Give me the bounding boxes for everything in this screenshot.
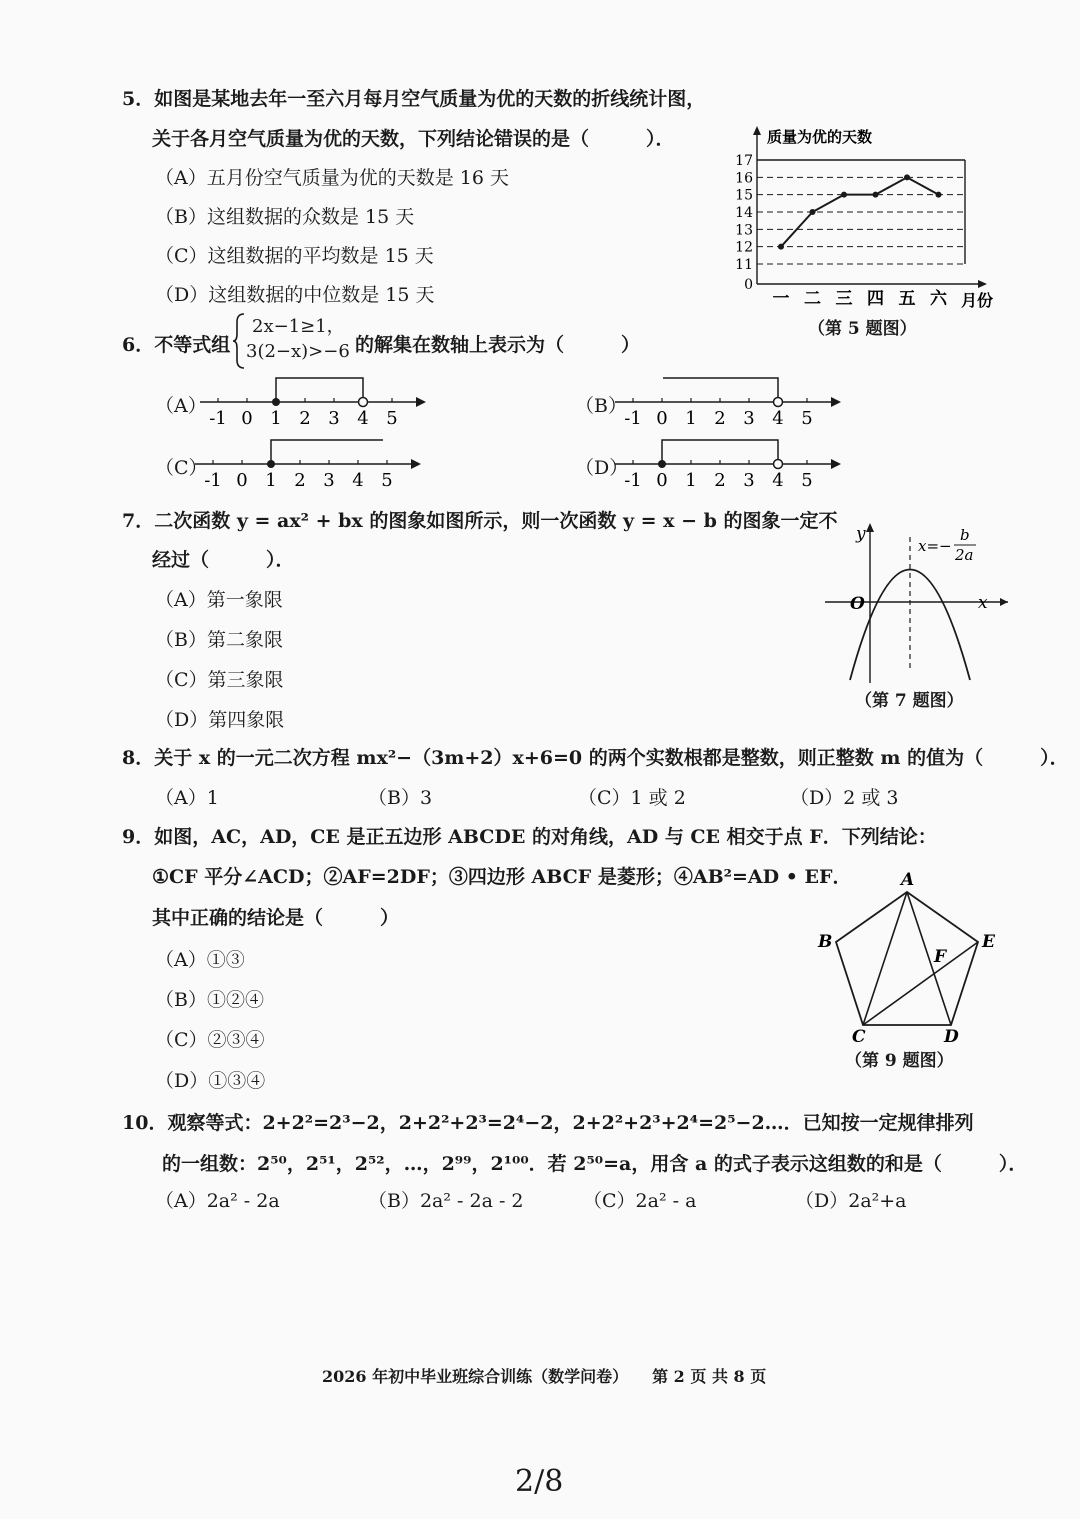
number-line-tick-label: 0 bbox=[656, 408, 668, 428]
q7-parabola-figure bbox=[820, 515, 1020, 685]
number-line-tick-label: 0 bbox=[236, 470, 248, 490]
closed-endpoint-dot bbox=[267, 460, 275, 468]
open-endpoint-circle bbox=[774, 398, 783, 407]
q10-option-b: （B）2a² - 2a - 2 bbox=[368, 1190, 524, 1212]
number-line-tick-label: 1 bbox=[265, 470, 277, 490]
q9-option-c: （C）②③④ bbox=[155, 1029, 265, 1051]
q7-option-a: （A）第一象限 bbox=[155, 589, 283, 611]
number-line-tick-label: 5 bbox=[386, 408, 398, 428]
number-line-tick-label: 5 bbox=[801, 408, 813, 428]
q5-y-tick-label: 17 bbox=[735, 153, 753, 169]
q10-option-c: （C）2a² - a bbox=[583, 1190, 697, 1212]
number-line-arrow-icon bbox=[411, 459, 421, 469]
q5-option-b: （B）这组数据的众数是 15 天 bbox=[155, 206, 415, 228]
q5-data-point bbox=[904, 174, 910, 180]
q7-y-label: y bbox=[856, 524, 866, 544]
q7-stem-line1: 7．二次函数 y = ax² + bx 的图象如图所示，则一次函数 y = x − b 的图象一定不 bbox=[122, 510, 838, 532]
q9-label-b: B bbox=[818, 932, 833, 952]
number-line-tick-label: 2 bbox=[294, 470, 306, 490]
open-endpoint-circle bbox=[359, 398, 368, 407]
q6-number-line-a bbox=[200, 370, 430, 428]
number-line-tick-label: -1 bbox=[209, 408, 227, 428]
q8-option-b: （B）3 bbox=[368, 787, 433, 809]
q6-inequality-1: 2x−1≥1， bbox=[252, 316, 345, 337]
q10-stem-line1: 10．观察等式：2+2²=2³−2，2+2²+2³=2⁴−2，2+2²+2³+2⁴=2⁵−2…．已知按一定规律排列 bbox=[122, 1112, 974, 1134]
q5-option-c: （C）这组数据的平均数是 15 天 bbox=[155, 245, 434, 267]
q6-option-b-label: （B） bbox=[575, 395, 627, 417]
q9-label-e: E bbox=[982, 932, 995, 952]
q8-stem: 8．关于 x 的一元二次方程 mx²−（3m+2）x+6=0 的两个实数根都是整数，则正整数 m 的值为（ ）． bbox=[122, 747, 1069, 769]
q5-data-point bbox=[841, 192, 847, 198]
closed-endpoint-dot bbox=[658, 460, 666, 468]
q6-option-a-label: （A） bbox=[155, 395, 207, 417]
q6-number-line-d bbox=[615, 432, 845, 490]
number-line-tick-label: 1 bbox=[685, 470, 697, 490]
number-line-tick-label: -1 bbox=[624, 470, 642, 490]
q5-stem-line1: 5．如图是某地去年一至六月每月空气质量为优的天数的折线统计图， bbox=[122, 88, 706, 110]
q7-symmetry-prefix: x=− bbox=[918, 537, 952, 555]
q5-option-a: （A）五月份空气质量为优的天数是 16 天 bbox=[155, 167, 509, 189]
q10-option-d: （D）2a²+a bbox=[795, 1190, 907, 1212]
number-line-tick-label: 5 bbox=[381, 470, 393, 490]
number-line-tick-label: 0 bbox=[241, 408, 253, 428]
number-line-tick-label: 4 bbox=[352, 470, 364, 490]
q7-origin-label: O bbox=[850, 594, 865, 614]
number-line-tick-label: 2 bbox=[299, 408, 311, 428]
q6-inequality-2: 3(2−x)>−6 bbox=[246, 341, 350, 362]
q9-label-f: F bbox=[934, 947, 947, 967]
q5-data-point bbox=[873, 192, 879, 198]
q5-x-tick-label: 一 bbox=[772, 289, 790, 309]
q7-option-c: （C）第三象限 bbox=[155, 669, 284, 691]
q9-pentagon-figure bbox=[810, 865, 1010, 1045]
number-line-tick-label: 3 bbox=[328, 408, 340, 428]
q8-option-d: （D）2 或 3 bbox=[790, 787, 899, 809]
q7-figure-caption: （第 7 题图） bbox=[855, 691, 964, 711]
q5-y-tick-label: 11 bbox=[735, 257, 753, 273]
q7-x-label: x bbox=[978, 593, 988, 613]
q5-x-tick-label: 六 bbox=[930, 289, 947, 309]
q6-brace bbox=[232, 312, 246, 370]
q7-option-b: （B）第二象限 bbox=[155, 629, 283, 651]
number-line-tick-label: -1 bbox=[624, 408, 642, 428]
open-endpoint-circle bbox=[774, 460, 783, 469]
q7-stem-line2: 经过（ ）． bbox=[152, 549, 295, 571]
number-line-arrow-icon bbox=[416, 397, 426, 407]
q7-x-arrow-icon bbox=[1000, 598, 1008, 606]
q5-stem-line2: 关于各月空气质量为优的天数，下列结论错误的是（ ）． bbox=[152, 128, 675, 150]
number-line-tick-label: 1 bbox=[270, 408, 282, 428]
q5-x-tick-label: 四 bbox=[867, 289, 884, 309]
q5-data-point bbox=[778, 244, 784, 250]
q5-y-arrow-icon bbox=[753, 126, 761, 135]
q9-stem-line3: 其中正确的结论是（ ） bbox=[152, 907, 400, 929]
q6-stem-suffix: 的解集在数轴上表示为（ ） bbox=[355, 334, 641, 356]
solution-range-bracket bbox=[276, 378, 363, 402]
q7-option-d: （D）第四象限 bbox=[155, 709, 285, 731]
q8-option-c: （C）1 或 2 bbox=[578, 787, 686, 809]
q5-data-point bbox=[936, 192, 942, 198]
q9-label-d: D bbox=[944, 1027, 959, 1045]
q5-y-tick-label: 14 bbox=[735, 205, 753, 221]
number-line-tick-label: 4 bbox=[772, 408, 784, 428]
number-line-tick-label: 2 bbox=[714, 470, 726, 490]
number-line-tick-label: 5 bbox=[801, 470, 813, 490]
q6-number-line-c bbox=[195, 432, 425, 490]
q5-y-tick-label: 12 bbox=[735, 239, 753, 256]
number-line-tick-label: 4 bbox=[357, 408, 369, 428]
number-line-tick-label: 3 bbox=[323, 470, 335, 490]
q5-y-axis-title: 质量为优的天数 bbox=[767, 128, 873, 146]
page-number: 2/8 bbox=[515, 1464, 564, 1499]
q9-stem-line2: ①CF 平分∠ACD；②AF=2DF；③四边形 ABCF 是菱形；④AB²=AD • EF． bbox=[152, 866, 852, 888]
q5-y-tick-label: 13 bbox=[735, 222, 753, 239]
q6-number-line-b bbox=[615, 370, 845, 428]
closed-endpoint-dot bbox=[272, 398, 280, 406]
q7-symmetry-denominator: 2a bbox=[955, 546, 974, 564]
q7-y-arrow-icon bbox=[866, 523, 874, 532]
q5-y-tick-label: 16 bbox=[735, 170, 753, 187]
q9-figure-caption: （第 9 题图） bbox=[845, 1051, 954, 1071]
q9-option-b: （B）①②④ bbox=[155, 989, 264, 1011]
q9-label-a: A bbox=[901, 870, 915, 890]
q8-option-a: （A）1 bbox=[155, 787, 219, 809]
q9-option-a: （A）①③ bbox=[155, 949, 245, 971]
q5-option-d: （D）这组数据的中位数是 15 天 bbox=[155, 284, 435, 306]
q10-option-a: （A）2a² - 2a bbox=[155, 1190, 280, 1212]
q6-option-d-label: （D） bbox=[575, 457, 629, 479]
number-line-tick-label: 3 bbox=[743, 408, 755, 428]
q5-x-arrow-icon bbox=[978, 280, 987, 288]
number-line-tick-label: 4 bbox=[772, 470, 784, 490]
q9-stem-line1: 9．如图，AC，AD，CE 是正五边形 ABCDE 的对角线，AD 与 CE 相交于点 F．下列结论： bbox=[122, 826, 937, 848]
number-line-tick-label: 2 bbox=[714, 408, 726, 428]
q6-stem-prefix: 6．不等式组 bbox=[122, 334, 231, 356]
q5-y-tick-label: 0 bbox=[744, 277, 753, 293]
q5-line-chart bbox=[715, 118, 1035, 318]
q10-stem-line2: 的一组数：2⁵⁰，2⁵¹，2⁵²，…，2⁹⁹，2¹⁰⁰．若 2⁵⁰=a，用含 a 的式子表示这组数的和是（ ）． bbox=[162, 1153, 1028, 1175]
q5-y-tick-label: 15 bbox=[735, 187, 753, 204]
number-line-tick-label: 1 bbox=[685, 408, 697, 428]
q9-pentagon bbox=[836, 892, 978, 1025]
q9-diagonal-ac bbox=[863, 892, 907, 1025]
q9-label-c: C bbox=[852, 1027, 866, 1045]
q5-x-axis-title: 月份 bbox=[961, 291, 994, 310]
q5-x-tick-label: 三 bbox=[835, 289, 853, 309]
number-line-tick-label: -1 bbox=[204, 470, 222, 490]
solution-range-bracket bbox=[271, 440, 383, 464]
page-footer: 2026 年初中毕业班综合训练（数学问卷） 第 2 页 共 8 页 bbox=[322, 1367, 767, 1386]
q5-figure-caption: （第 5 题图） bbox=[808, 319, 917, 339]
number-line-tick-label: 3 bbox=[743, 470, 755, 490]
number-line-arrow-icon bbox=[831, 397, 841, 407]
q9-option-d: （D）①③④ bbox=[155, 1070, 266, 1092]
q5-x-tick-label: 五 bbox=[898, 289, 916, 309]
q5-data-point bbox=[810, 209, 816, 215]
number-line-arrow-icon bbox=[831, 459, 841, 469]
q6-option-c-label: （C） bbox=[155, 457, 208, 479]
q7-symmetry-numerator: b bbox=[960, 526, 970, 544]
number-line-tick-label: 0 bbox=[656, 470, 668, 490]
q9-diagonal-ce bbox=[863, 942, 978, 1025]
q5-x-tick-label: 二 bbox=[804, 289, 821, 309]
